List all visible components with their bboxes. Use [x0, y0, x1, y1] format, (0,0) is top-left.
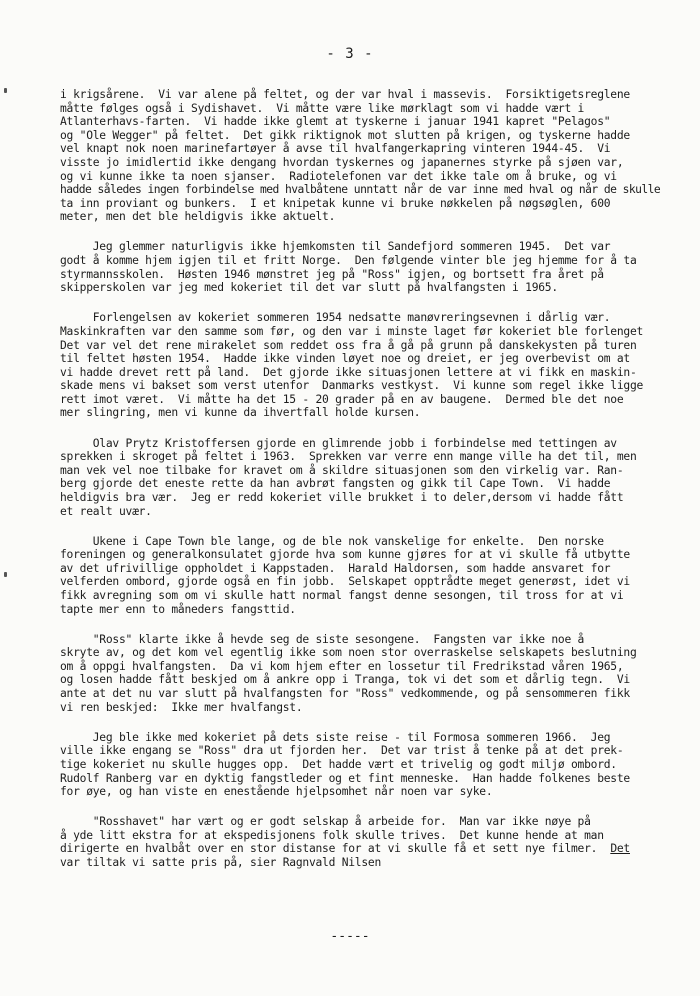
text-line: berg gjorde det eneste rette da han avbrøt fangsten og gikk til Cape Town. Vi hadde — [60, 477, 611, 491]
text-line: styrmannsskolen. Høsten 1946 mønstret jeg på "Ross" igjen, og bortsett fra året på — [60, 267, 604, 281]
paragraph — [60, 815, 692, 869]
paragraph — [60, 535, 692, 617]
paragraph — [60, 311, 692, 420]
punch-hole-mark — [4, 572, 7, 577]
text-line: Jeg ble ikke med kokeriet på dets siste reise - til Formosa sommeren 1966. Jeg — [60, 730, 611, 744]
text-line: ville ikke engang se "Ross" dra ut fjorden her. Det var trist å tenke på at det prek- — [60, 744, 624, 758]
text-line: velferden ombord, gjorde også en fin jobb. Selskapet opptrådte meget generøst, idet vi — [60, 575, 630, 589]
text-line: man vek vel noe tilbake for kravet om å skildre situasjonen som den virkelig var. Ran- — [60, 463, 624, 477]
paragraph — [60, 633, 692, 715]
text-line — [60, 842, 692, 856]
text-line: visste jo imidlertid ikke dengang hvordan tyskernes og japanernes styrke på sjøen var, — [60, 155, 624, 169]
text-line: til feltet høsten 1954. Hadde ikke vinden løyet noe og dreiet, er jeg overbevist om at — [60, 352, 630, 366]
text-line: meter, men det ble heldigvis ikke aktuelt. — [60, 210, 336, 224]
text-line: "Rosshavet" har vært og er godt selskap å arbeide for. Man var ikke nøye på — [60, 815, 591, 829]
text-line: av det ufrivillige oppholdet i Kappstaden. Harald Haldorsen, som hadde ansvaret for — [60, 561, 611, 575]
text-line: tige kokeriet nu skulle hugges opp. Det hadde vært et trivelig og godt miljø ombord. — [60, 757, 617, 771]
text-fragment: dirigerte en hvalbåt over en stor distanse for at vi skulle få et sett nye filmer. — [60, 842, 598, 856]
text-line: Det var vel det rene mirakelet som reddet oss fra å gå på grunn på danskekysten på turen — [60, 338, 637, 352]
text-line: sprekken i skroget på feltet i 1963. Sprekken var verre enn mange ville ha det til, men — [60, 450, 637, 464]
text-line: å yde litt ekstra for at ekspedisjonens folk skulle trives. Det kunne hende at man — [60, 828, 604, 842]
text-line: vi hadde drevet rett på land. Det gjorde ikke situasjonen lettere at vi fikk en maskin- — [60, 365, 637, 379]
text-line: vel knapt nok noen marinefartøyer å avse til hvalfangerkapring vinteren 1944-45. Vi — [60, 142, 611, 156]
text-line: og "Ole Wegger" på feltet. Det gikk riktignok mot slutten på krigen, og tyskerne hadde — [60, 128, 630, 142]
paragraph — [60, 240, 692, 294]
text-line: måtte følges også i Sydishavet. Vi måtte være like mørklagt som vi hadde vært i — [60, 101, 585, 115]
text-line: godt å komme hjem igjen til et fritt Norge. Den følgende vinter ble jeg hjemme for å ta — [60, 254, 637, 268]
text-line: Rudolf Ranberg var en dyktig fangstleder og et fint menneske. Han hadde folkenes beste — [60, 771, 630, 785]
text-line: skipperskolen var jeg med kokeriet til det var slutt på hvalfangsten i 1965. — [60, 281, 558, 295]
text-line: heldigvis bra vær. Jeg er redd kokeriet ville brukket i to deler,dersom vi hadde fått — [60, 490, 624, 504]
text-line: Ukene i Cape Town ble lange, og de ble nok vanskelige for enkelte. Den norske — [60, 534, 604, 548]
text-line: mer slingring, men vi kunne da ihvertfall holde kursen. — [60, 406, 421, 420]
text-line: for øye, og han viste en enestående hjelpsomhet når noen var syke. — [60, 785, 493, 799]
text-line: i krigsårene. Vi var alene på feltet, og der var hval i massevis. Forsiktigetsreglene — [60, 88, 630, 101]
punch-hole-mark — [4, 88, 7, 93]
text-line: var tiltak vi satte pris på, sier Ragnvald Nilsen — [60, 856, 382, 869]
text-line: Atlanterhavs-farten. Vi hadde ikke glemt at tyskerne i januar 1941 kapret "Pelagos" — [60, 115, 611, 129]
text-line: om å oppgi hvalfangsten. Da vi kom hjem efter en lossetur til Fredrikstad våren 1965, — [60, 659, 624, 673]
text-line: "Ross" klarte ikke å hevde seg de siste sesongene. Fangsten var ikke noe å — [60, 632, 585, 646]
text-line: Olav Prytz Kristoffersen gjorde en glimrende jobb i forbindelse med tettingen av — [60, 436, 617, 450]
text-line: Forlengelsen av kokeriet sommeren 1954 nedsatte manøvreringsevnen i dårlig vær. — [60, 311, 611, 325]
text-line: Jeg glemmer naturligvis ikke hjemkomsten til Sandefjord sommeren 1945. Det var — [60, 240, 611, 254]
text-line: tapte mer enn to måneders fangsttid. — [60, 602, 296, 616]
text-line: fikk avregning som om vi skulle hatt normal fangst denne sesongen, til tross for at vi — [60, 589, 624, 602]
text-line: og losen hadde fått beskjed om å ankre opp i Tranga, tok vi det som et dårlig tegn. Vi — [60, 673, 630, 687]
paragraph — [60, 88, 692, 224]
text-line: foreningen og generalkonsulatet gjorde hva som kunne gjøres for at vi skulle få utbytte — [60, 548, 630, 562]
text-line: ta inn proviant og bunkers. I et knipetak kunne vi bruke nøkkelen på nøgsøglen, 600 — [60, 196, 611, 210]
text-line: skryte av, og det kom vel egentlig ikke som noen stor overraskelse selskapets beslutning — [60, 646, 637, 660]
page-number: - 3 - — [326, 46, 374, 62]
text-line: ante at det nu var slutt på hvalfangsten for "Ross" vedkommende, og på sensommeren fikk — [60, 687, 630, 701]
text-line: rett imot været. Vi måtte ha det 15 - 20 grader på en av baugene. Dermed ble det noe — [60, 392, 624, 406]
text-line: og vi kunne ikke ta noen sjanser. Radiotelefonen var det ikke tale om å bruke, og vi — [60, 169, 617, 183]
text-line: vi ren beskjed: Ikke mer hvalfangst. — [60, 700, 303, 714]
text-line: hadde således ingen forbindelse med hvalbåtene unntatt når de var inne med hval og når de skulle — [60, 183, 661, 197]
document-body — [60, 88, 692, 886]
text-line: skade mens vi bakset som verst utenfor Danmarks vestkyst. Vi kunne som regel ikke ligge — [60, 379, 644, 393]
text-line: Maskinkraften var den samme som før, og den var i minste laget før kokeriet ble forlenget — [60, 324, 644, 338]
paragraph — [60, 731, 692, 799]
underlined-word: Det — [610, 842, 630, 856]
end-mark: ----- — [330, 929, 370, 944]
text-line: et realt uvær. — [60, 504, 152, 518]
paragraph — [60, 437, 692, 519]
